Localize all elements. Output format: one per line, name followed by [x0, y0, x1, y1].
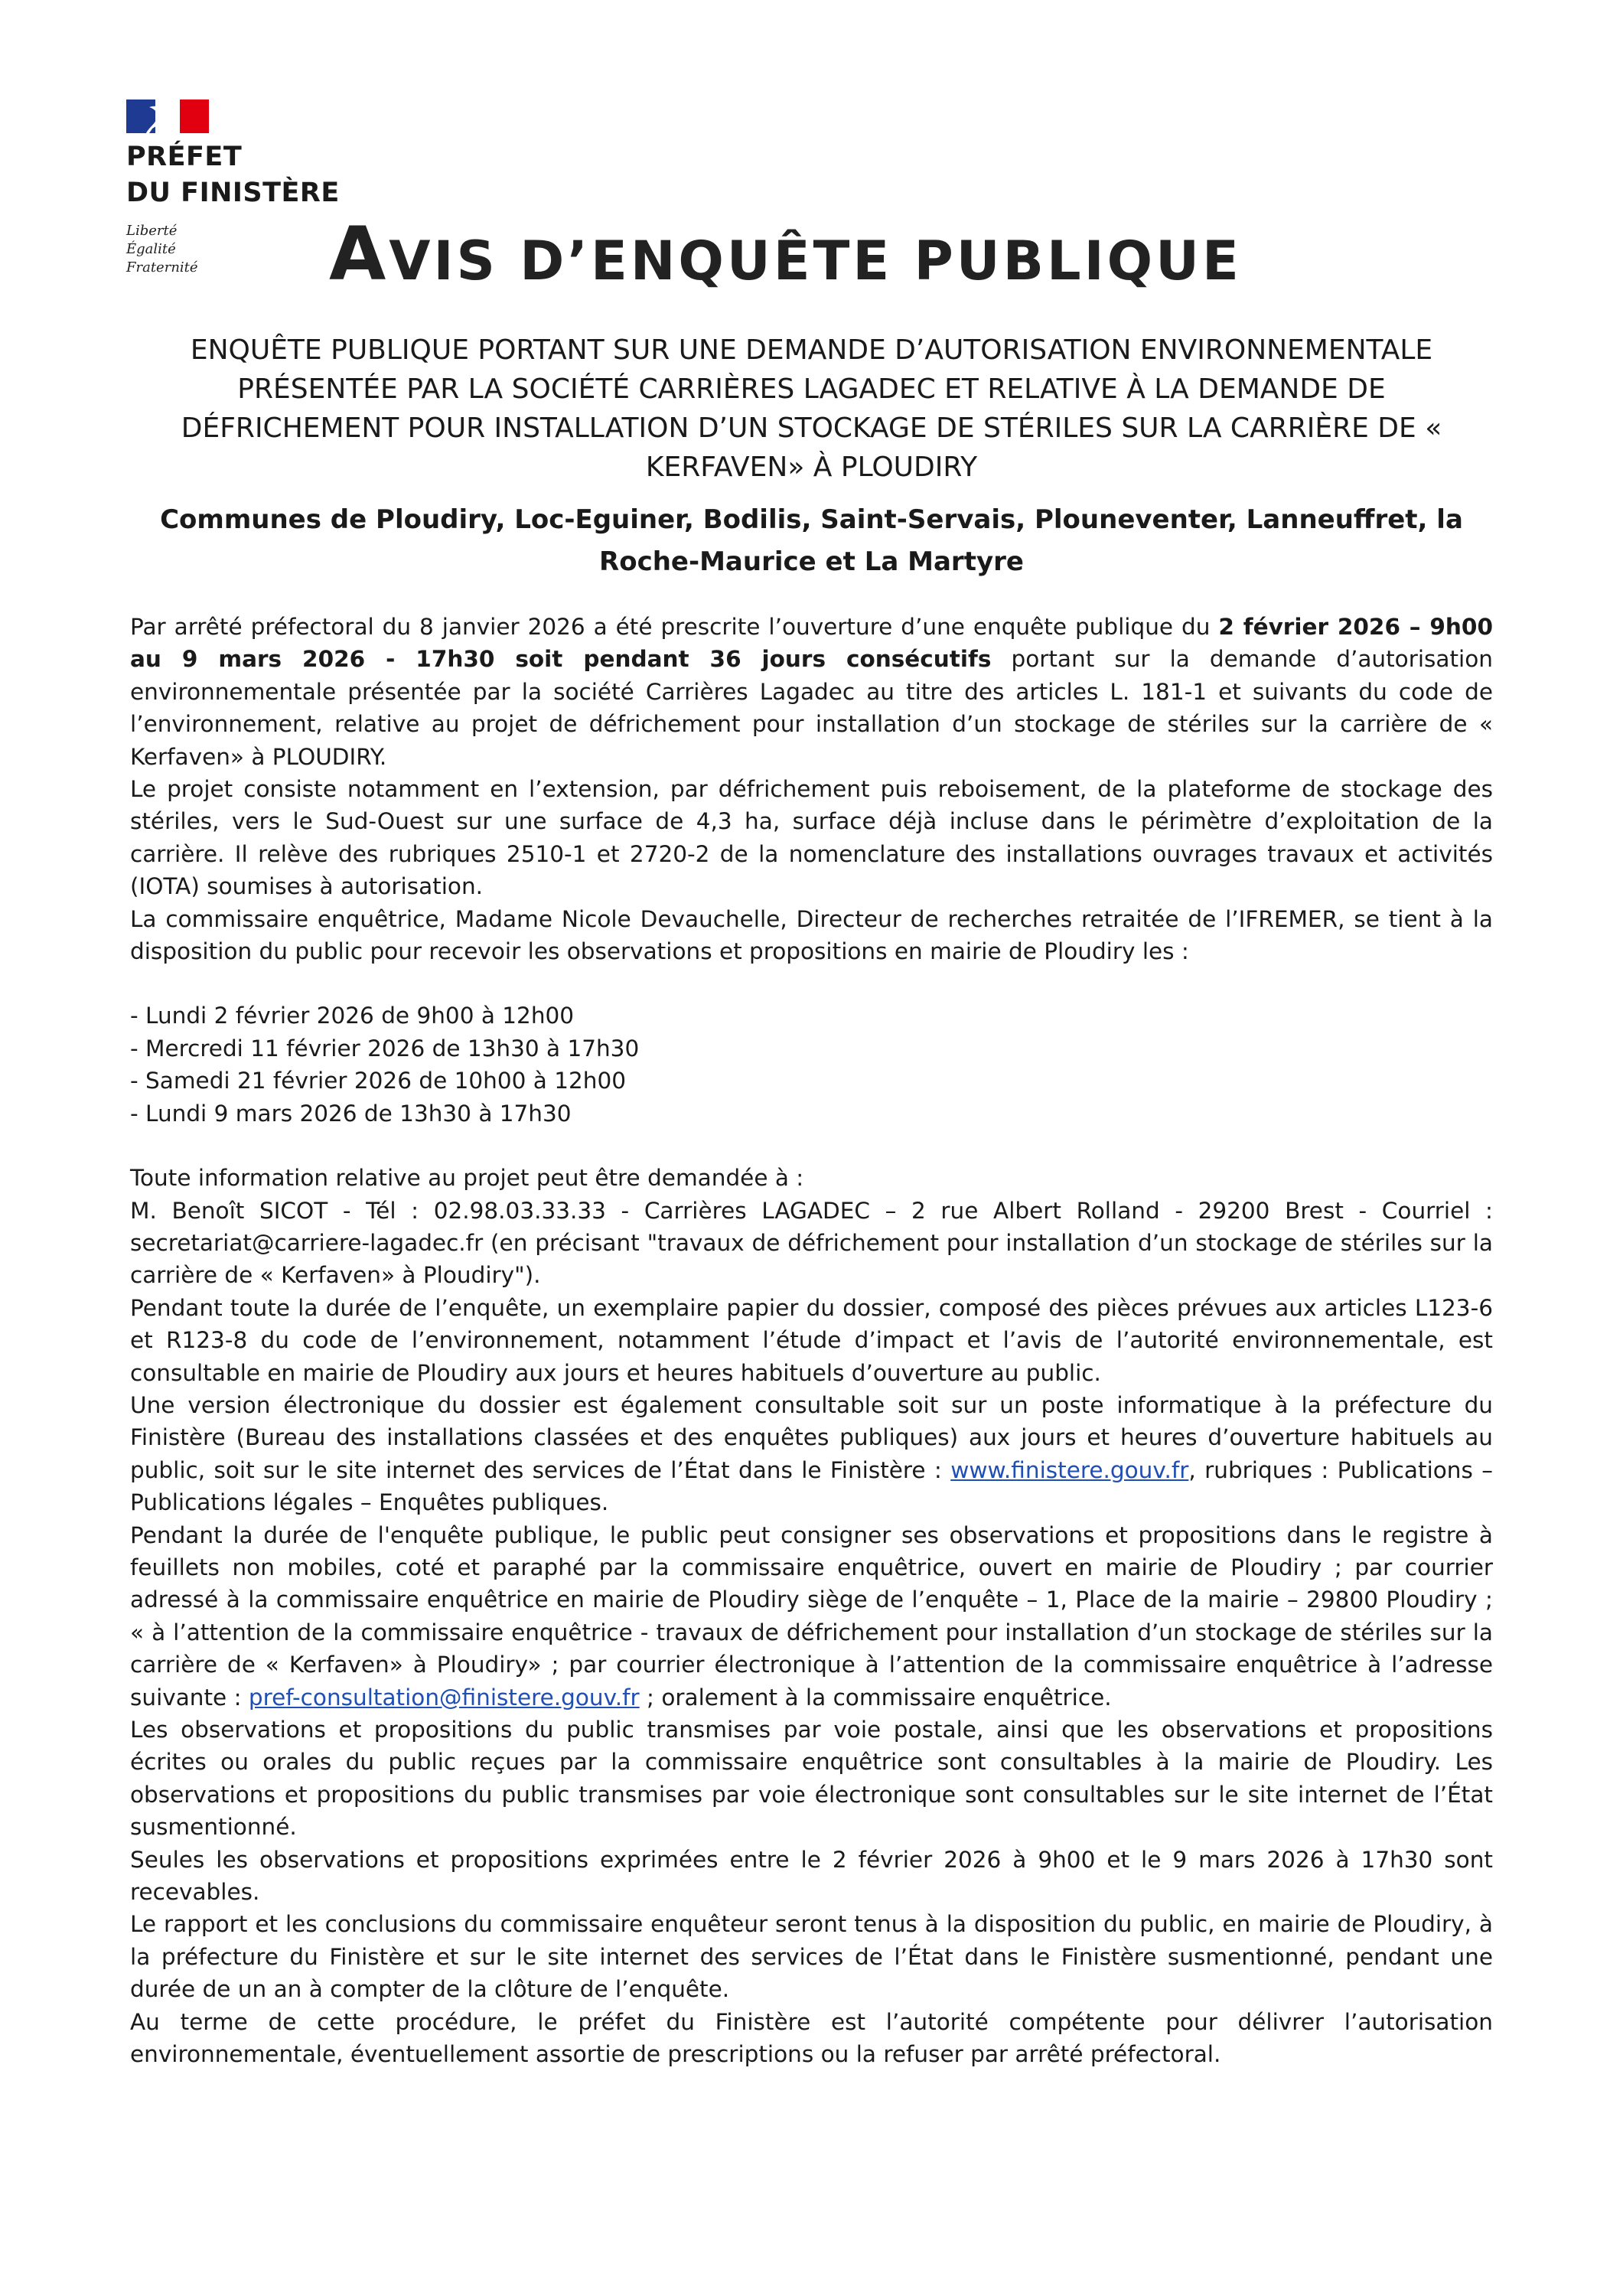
title-initial: A	[329, 211, 389, 297]
consultation-email-link[interactable]: pref-consultation@finistere.gouv.fr	[248, 1684, 640, 1711]
enquiry-dates: 2 février 2026 – 9h00 au 9 mars 2026 - 17h30 soit pendant 36 jours consécutifs	[130, 614, 1493, 673]
communes-heading: Communes de Ploudiry, Loc-Eguiner, Bodilis, Saint-Servais, Plouneventer, Lanneuffret, la Roche-Maurice et La Martyre	[160, 504, 1463, 577]
motto-egalite: Égalité	[126, 241, 176, 257]
spacer	[130, 967, 1493, 1000]
paragraph-observations	[130, 1519, 1493, 1714]
finistere-website-link[interactable]: www.finistere.gouv.fr	[950, 1456, 1189, 1483]
page-title	[329, 211, 1242, 297]
prefect-line-1: PRÉFET	[126, 142, 243, 172]
paragraph-observations-start: Pendant la durée de l'enquête publique, le public peut consigner ses observations et propositions dans le registre à feuillets non mobiles, coté et paraphé par la commissaire enquêtrice, ouvert en mairie de Ploudiry ; par courrier adressé à la commissaire enquêtrice en mairie de Ploudiry siège de l’enquête – 1, Place de la mairie – 29800 Ploudiry ; « à l’attention de la commissaire enquêtrice - travaux de défrichement pour installation d’un stockage de stériles sur la carrière de « Kerfaven» à Ploudiry» ; par courrier électronique à l’attention de la commissaire enquêtrice à l’adresse suivante :	[130, 1521, 1493, 1711]
logo-red-band	[180, 99, 209, 133]
list-item: - Lundi 9 mars 2026 de 13h30 à 17h30	[130, 1100, 572, 1127]
paragraph-observations-end: ; oralement à la commissaire enquêtrice.	[639, 1684, 1112, 1711]
paragraph-dossier-electronique	[130, 1389, 1493, 1519]
title-rest: VIS D’ENQUÊTE PUBLIQUE	[389, 230, 1242, 292]
republic-motto	[126, 222, 198, 277]
paragraph-conclusion: Au terme de cette procédure, le préfet du Finistère est l’autorité compétente pour délivrer l’autorisation environnementale, éventuellement assortie de prescriptions ou la refuser par arrêté préfectoral.	[130, 2008, 1493, 2068]
list-item: - Mercredi 11 février 2026 de 13h30 à 17h30	[130, 1035, 640, 1062]
paragraph-recevables: Seules les observations et propositions exprimées entre le 2 février 2026 à 9h00 et le 9 mars 2026 à 17h30 sont recevables.	[130, 1846, 1493, 1906]
paragraph-arrete-end: portant sur la demande d’autorisation environnementale présentée par la société Carrières Lagadec au titre des articles L. 181-1 et suivants du code de l’environnement, relative au projet de défrichement pour installation d’un stockage de stériles sur la carrière de « Kerfaven» à PLOUDIRY.	[130, 646, 1494, 770]
paragraph-information: Toute information relative au projet peut être demandée à :	[130, 1165, 804, 1192]
republique-francaise-logo	[126, 99, 209, 133]
paragraph-rapport: Le rapport et les conclusions du commissaire enquêteur seront tenus à la disposition du public, en mairie de Ploudiry, à la préfecture du Finistère et sur le site internet des services de l’État dans le Finistère susmentionné, pendant une durée de un an à compter de la clôture de l’enquête.	[130, 1911, 1493, 2003]
permanences-list	[130, 1000, 1493, 1130]
paragraph-arrete-start: Par arrêté préfectoral du 8 janvier 2026 a été prescrite l’ouverture d’une enquête publique du	[130, 614, 1219, 640]
subject-heading: ENQUÊTE PUBLIQUE PORTANT SUR UNE DEMANDE D’AUTORISATION ENVIRONNEMENTALE PRÉSENTÉE PAR LA SOCIÉTÉ CARRIÈRES LAGADEC ET RELATIVE À LA DEMANDE DE DÉFRICHEMENT POUR INSTALLATION D’UN STOCKAGE DE STÉRILES SUR LA CARRIÈRE DE « KERFAVEN» À PLOUDIRY	[181, 334, 1442, 483]
prefect-line-2: DU FINISTÈRE	[126, 178, 340, 208]
paragraph-commissaire: La commissaire enquêtrice, Madame Nicole Devauchelle, Directeur de recherches retraitée de l’IFREMER, se tient à la disposition du public pour recevoir les observations et propositions en mairie de Ploudiry les :	[130, 905, 1493, 965]
motto-liberte: Liberté	[126, 223, 178, 239]
motto-fraternite: Fraternité	[126, 259, 198, 276]
paragraph-consultation: Les observations et propositions du public transmises par voie postale, ainsi que les observations et propositions écrites ou orales du public reçues par la commissaire enquêtrice sont consultables à la mairie de Ploudiry. Les observations et propositions du public transmises par voie électronique sont consultables sur le site internet de l’État susmentionné.	[130, 1717, 1493, 1841]
paragraph-dossier-papier: Pendant toute la durée de l’enquête, un exemplaire papier du dossier, composé des pièces prévues aux articles L123-6 et R123-8 du code de l’environnement, notamment l’étude d’impact et l’avis de l’autorité environnementale, est consultable en mairie de Ploudiry aux jours et heures habituels d’ouverture au public.	[130, 1294, 1493, 1386]
list-item: - Samedi 21 février 2026 de 10h00 à 12h00	[130, 1068, 626, 1094]
prefect-name	[126, 139, 340, 211]
paragraph-dossier-electronique-end: , rubriques : Publications – Publications légales – Enquêtes publiques.	[130, 1456, 1493, 1516]
paragraph-arrete	[130, 611, 1493, 773]
paragraph-contact: M. Benoît SICOT - Tél : 02.98.03.33.33 - Carrières LAGADEC – 2 rue Albert Rolland - 29200 Brest - Courriel : secretariat@carriere-lagadec.fr (en précisant "travaux de défrichement pour installation d’un stockage de stériles sur la carrière de « Kerfaven» à Ploudiry").	[130, 1197, 1493, 1289]
spacer	[130, 1130, 1493, 1162]
list-item: - Lundi 2 février 2026 de 9h00 à 12h00	[130, 1003, 575, 1029]
paragraph-projet: Le projet consiste notamment en l’extension, par défrichement puis reboisement, de la plateforme de stockage des stériles, vers le Sud-Ouest sur une surface de 4,3 ha, surface déjà incluse dans le périmètre d’exploitation de la carrière. Il relève des rubriques 2510-1 et 2720-2 de la nomenclature des installations ouvrages travaux et activités (IOTA) soumises à autorisation.	[130, 776, 1493, 900]
paragraph-dossier-electronique-start: Une version électronique du dossier est également consultable soit sur un poste informatique à la préfecture du Finistère (Bureau des installations classées et des enquêtes publiques) aux jours et heures d’ouverture habituels au public, soit sur le site internet des services de l’État dans le Finistère :	[130, 1391, 1493, 1483]
notice-body	[130, 611, 1493, 2070]
